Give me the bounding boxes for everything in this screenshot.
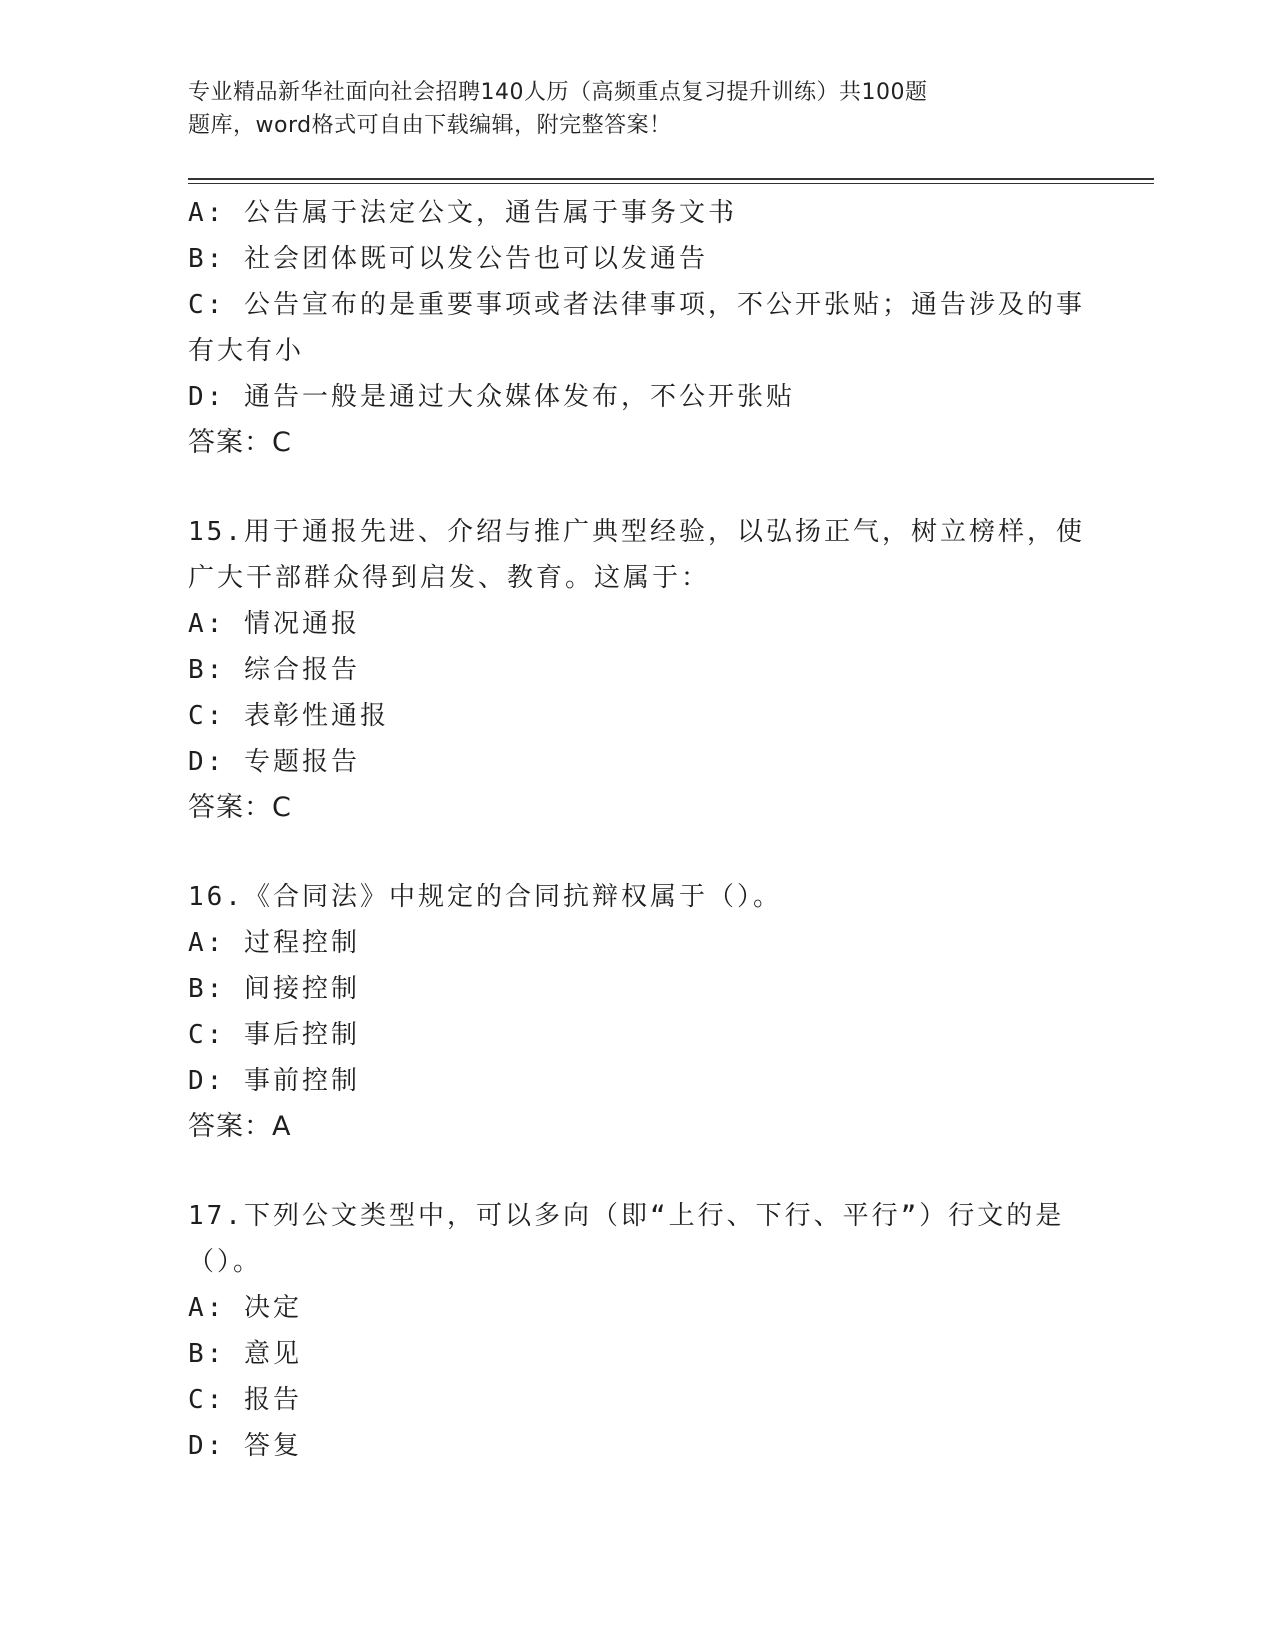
spacer <box>188 466 1078 509</box>
option-b: B: 意见 <box>188 1339 302 1369</box>
question-stem: 16.《合同法》中规定的合同抗辩权属于（）。 <box>188 882 782 912</box>
option-c: C: 事后控制 <box>188 1020 360 1050</box>
option-a: A: 公告属于法定公文，通告属于事务文书 <box>188 198 737 228</box>
option-a: A: 过程控制 <box>188 928 360 958</box>
option-b: B: 社会团体既可以发公告也可以发通告 <box>188 244 708 274</box>
option-a: A: 情况通报 <box>188 609 360 639</box>
question-17 <box>188 1193 1078 1469</box>
answer: 答案：A <box>188 1111 292 1142</box>
question-list <box>188 190 1085 1469</box>
option-d: D: 事前控制 <box>188 1066 360 1096</box>
option-c: C: 报告 <box>188 1385 302 1415</box>
option-d: D: 答复 <box>188 1431 302 1461</box>
option-d: D: 通告一般是通过大众媒体发布，不公开张贴 <box>188 382 795 412</box>
option-b: B: 综合报告 <box>188 655 360 685</box>
question-16 <box>188 874 1078 1150</box>
document-header <box>188 76 1048 142</box>
option-d: D: 专题报告 <box>188 747 360 777</box>
answer: 答案：C <box>188 427 292 458</box>
question-stem: 17.下列公文类型中，可以多向（即“上行、下行、平行”）行文的是 <box>188 1201 1065 1231</box>
header-title-line2: 题库，word格式可自由下载编辑，附完整答案！ <box>188 113 672 138</box>
header-title-line1: 专业精品新华社面向社会招聘140人历（高频重点复习提升训练）共100题 <box>188 80 928 105</box>
option-c-continued: 有大有小 <box>188 336 305 366</box>
question-14 <box>188 190 1085 466</box>
spacer <box>188 831 1078 874</box>
question-stem-continued: （）。 <box>188 1247 263 1277</box>
header-divider-thick <box>188 178 1154 180</box>
answer: 答案：C <box>188 792 292 823</box>
question-15 <box>188 509 1085 831</box>
option-a: A: 决定 <box>188 1293 302 1323</box>
option-c: C: 表彰性通报 <box>188 701 389 731</box>
header-divider-thin <box>188 183 1154 184</box>
question-stem-continued: 广大干部群众得到启发、教育。这属于： <box>188 563 711 593</box>
option-b: B: 间接控制 <box>188 974 360 1004</box>
question-stem: 15.用于通报先进、介绍与推广典型经验，以弘扬正气，树立榜样，使 <box>188 517 1085 547</box>
spacer <box>188 1150 1078 1193</box>
option-c: C: 公告宣布的是重要事项或者法律事项，不公开张贴；通告涉及的事 <box>188 290 1085 320</box>
